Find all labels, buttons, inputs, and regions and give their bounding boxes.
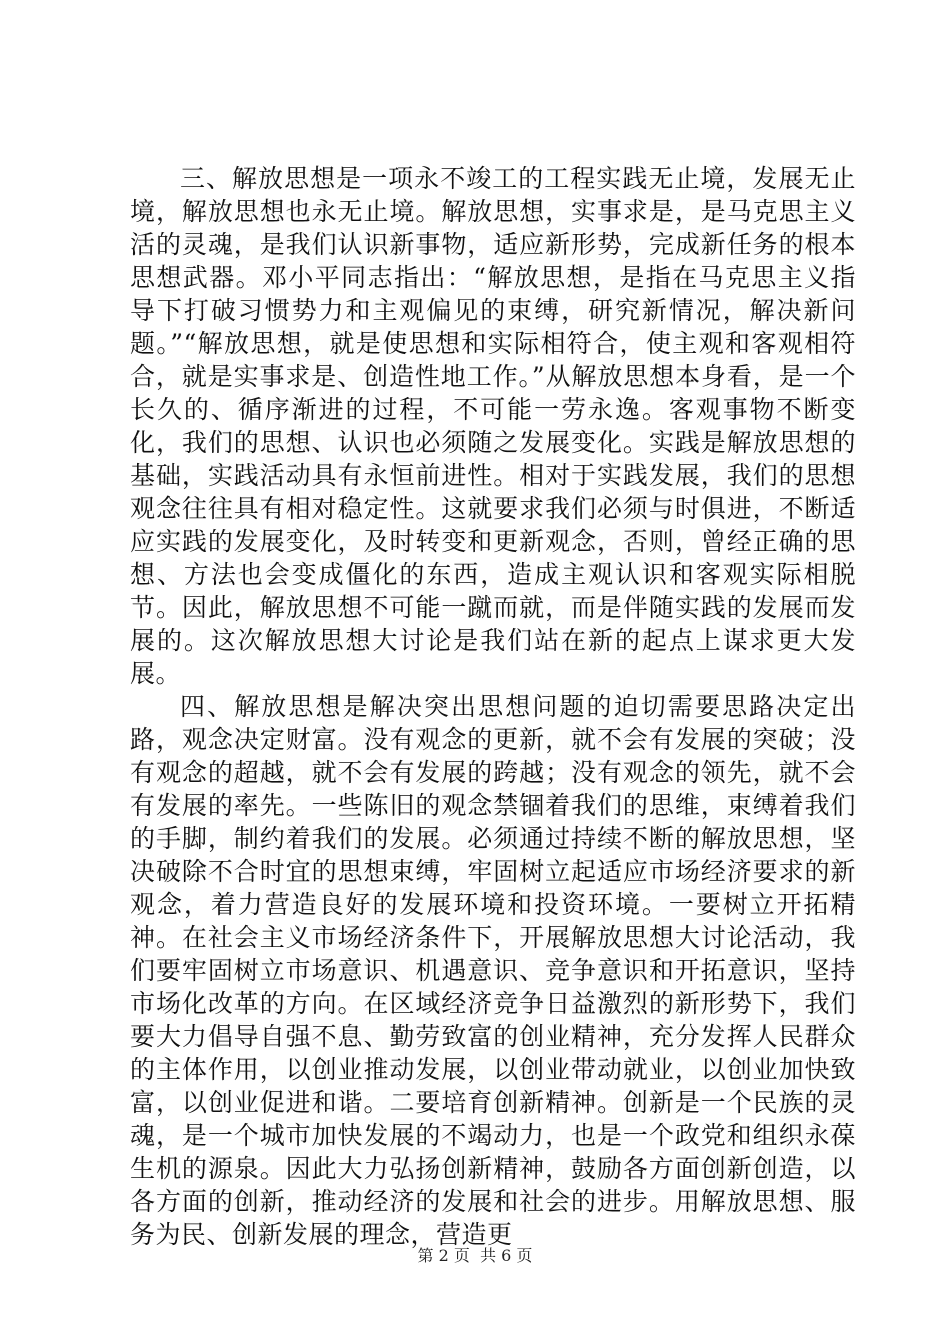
paragraph-section-three: 三、解放思想是一项永不竣工的工程实践无止境，发展无止境，解放思想也永无止境。解放思想，实事求是，是马克思主义活的灵魂，是我们认识新事物，适应新形势，完成新任务的根本思想武器。邓小平同志指出：“解放思想，是指在马克思主义指导下打破习惯势力和主观偏见的束缚，研究新情况，解决新问题。”“解放思想，就是使思想和实际相符合，使主观和客观相符合，就是实事求是、创造性地工作。”从解放思想本身看，是一个长久的、循序渐进的过程，不可能一劳永逸。客观事物不断变化，我们的思想、认识也必须随之发展变化。实践是解放思想的基础，实践活动具有永恒前进性。相对于实践发展，我们的思想观念往往具有相对稳定性。这就要求我们必须与时俱进，不断适应实践的发展变化，及时转变和更新观念，否则，曾经正确的思想、方法也会变成僵化的东西，造成主观认识和客观实际相脱节。因此，解放思想不可能一蹴而就，而是伴随实践的发展而发展的。这次解放思想大讨论是我们站在新的起点上谋求更大发展。 xyxy=(130,164,856,688)
document-body xyxy=(130,162,856,1251)
page-footer: 第 2 页 共 6 页 xyxy=(417,1246,533,1265)
paragraph-section-four: 四、解放思想是解决突出思想问题的迫切需要思路决定出路，观念决定财富。没有观念的更新，就不会有发展的突破；没有观念的超越，就不会有发展的跨越；没有观念的领先，就不会有发展的率先。一些陈旧的观念禁锢着我们的思维，束缚着我们的手脚，制约着我们的发展。必须通过持续不断的解放思想，坚决破除不合时宜的思想束缚，牢固树立起适应市场经济要求的新观念，着力营造良好的发展环境和投资环境。一要树立开拓精神。在社会主义市场经济条件下，开展解放思想大讨论活动，我们要牢固树立市场意识、机遇意识、竞争意识和开拓意识，坚持市场化改革的方向。在区域经济竞争日益激烈的新形势下，我们要大力倡导自强不息、勤劳致富的创业精神，充分发挥人民群众的主体作用，以创业推动发展，以创业带动就业，以创业加快致富，以创业促进和谐。二要培育创新精神。创新是一个民族的灵魂，是一个城市加快发展的不竭动力，也是一个政党和组织永葆生机的源泉。因此大力弘扬创新精神，鼓励各方面创新创造，以各方面的创新，推动经济的发展和社会的进步。用解放思想、服务为民、创新发展的理念，营造更 xyxy=(130,692,856,1249)
